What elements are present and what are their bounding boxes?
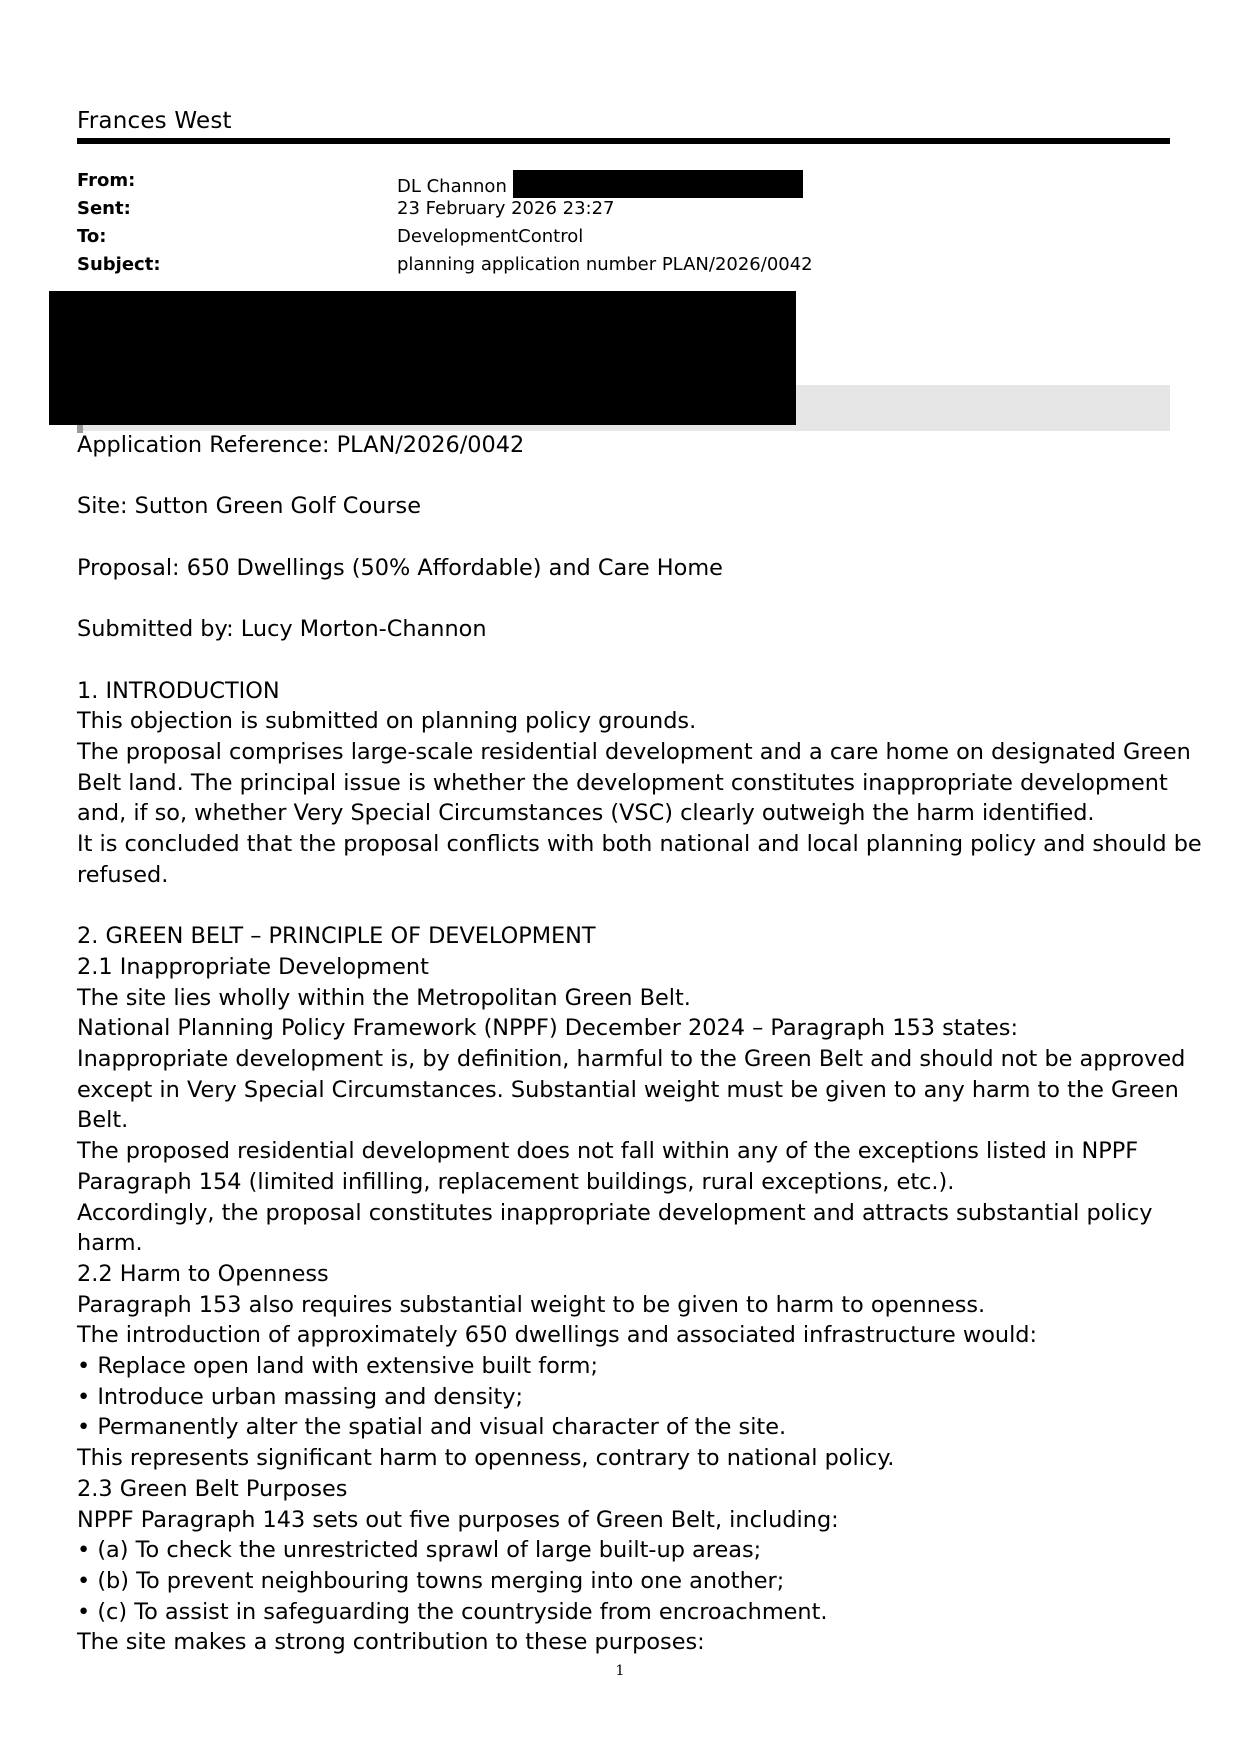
from-value-wrap: [397, 170, 803, 198]
body-line: NPPF Paragraph 143 sets out five purposes of Green Belt, including:: [77, 1506, 839, 1533]
body-line: It is concluded that the proposal conflicts with both national and local planning policy and should be: [77, 831, 1202, 858]
bullet-item: • (c) To assist in safeguarding the countryside from encroachment.: [77, 1598, 828, 1625]
bullet-item: • Permanently alter the spatial and visual character of the site.: [77, 1414, 787, 1441]
sent-label: Sent:: [77, 198, 131, 219]
site-line: Site: Sutton Green Golf Course: [77, 493, 421, 520]
header-rule: [77, 138, 1170, 144]
proposal-line: Proposal: 650 Dwellings (50% Affordable) and Care Home: [77, 554, 723, 581]
redacted-email: [513, 170, 803, 198]
subject-value: planning application number PLAN/2026/0042: [397, 254, 813, 275]
body-line: The introduction of approximately 650 dwellings and associated infrastructure would:: [77, 1322, 1038, 1349]
body-line: Paragraph 154 (limited infilling, replacement buildings, rural exceptions, etc.).: [77, 1168, 955, 1195]
body-line: This objection is submitted on planning policy grounds.: [77, 708, 697, 735]
bullet-item: • Introduce urban massing and density;: [77, 1383, 524, 1410]
body-line: The proposal comprises large-scale residential development and a care home on designated Green: [77, 738, 1191, 765]
body-line: This represents significant harm to openness, contrary to national policy.: [77, 1445, 895, 1472]
sent-value: 23 February 2026 23:27: [397, 198, 615, 219]
page-number: 1: [615, 1663, 625, 1679]
body-line: Inappropriate development is, by definition, harmful to the Green Belt and should not be approved: [77, 1045, 1186, 1072]
body-line: Belt land. The principal issue is whether the development constitutes inappropriate development: [77, 769, 1168, 796]
body-line: Paragraph 153 also requires substantial weight to be given to harm to openness.: [77, 1291, 986, 1318]
body-line: Accordingly, the proposal constitutes inappropriate development and attracts substantial policy: [77, 1199, 1153, 1226]
document-owner-name: Frances West: [77, 108, 232, 134]
body-line: Belt.: [77, 1107, 129, 1134]
body-line: except in Very Special Circumstances. Substantial weight must be given to any harm to the Green: [77, 1076, 1179, 1103]
bullet-item: • (b) To prevent neighbouring towns merging into one another;: [77, 1567, 785, 1594]
body-line: refused.: [77, 861, 169, 888]
subsection-heading: 2.2 Harm to Openness: [77, 1260, 329, 1287]
to-value: DevelopmentControl: [397, 226, 584, 247]
letter-body: [77, 430, 1202, 1658]
body-line: and, if so, whether Very Special Circumstances (VSC) clearly outweigh the harm identified.: [77, 800, 1095, 827]
to-label: To:: [77, 226, 107, 247]
body-line: National Planning Policy Framework (NPPF) December 2024 – Paragraph 153 states:: [77, 1015, 1019, 1042]
submitted-by-line: Submitted by: Lucy Morton-Channon: [77, 616, 487, 643]
body-line: The proposed residential development does not fall within any of the exceptions listed in NPPF: [77, 1138, 1139, 1165]
section-2-heading: 2. GREEN BELT – PRINCIPLE OF DEVELOPMENT: [77, 923, 596, 950]
bullet-item: • Replace open land with extensive built form;: [77, 1353, 598, 1380]
body-line: harm.: [77, 1230, 143, 1257]
subject-label: Subject:: [77, 254, 161, 275]
redacted-block: [49, 291, 796, 425]
body-line: The site makes a strong contribution to these purposes:: [77, 1629, 705, 1656]
subsection-heading: 2.3 Green Belt Purposes: [77, 1475, 348, 1502]
section-1-heading: 1. INTRODUCTION: [77, 677, 280, 704]
from-value: DL Channon: [397, 176, 507, 197]
application-reference: Application Reference: PLAN/2026/0042: [77, 432, 525, 458]
subsection-heading: 2.1 Inappropriate Development: [77, 953, 429, 980]
bullet-item: • (a) To check the unrestricted sprawl of large built-up areas;: [77, 1537, 762, 1564]
body-line: The site lies wholly within the Metropolitan Green Belt.: [77, 984, 691, 1011]
from-label: From:: [77, 170, 136, 191]
